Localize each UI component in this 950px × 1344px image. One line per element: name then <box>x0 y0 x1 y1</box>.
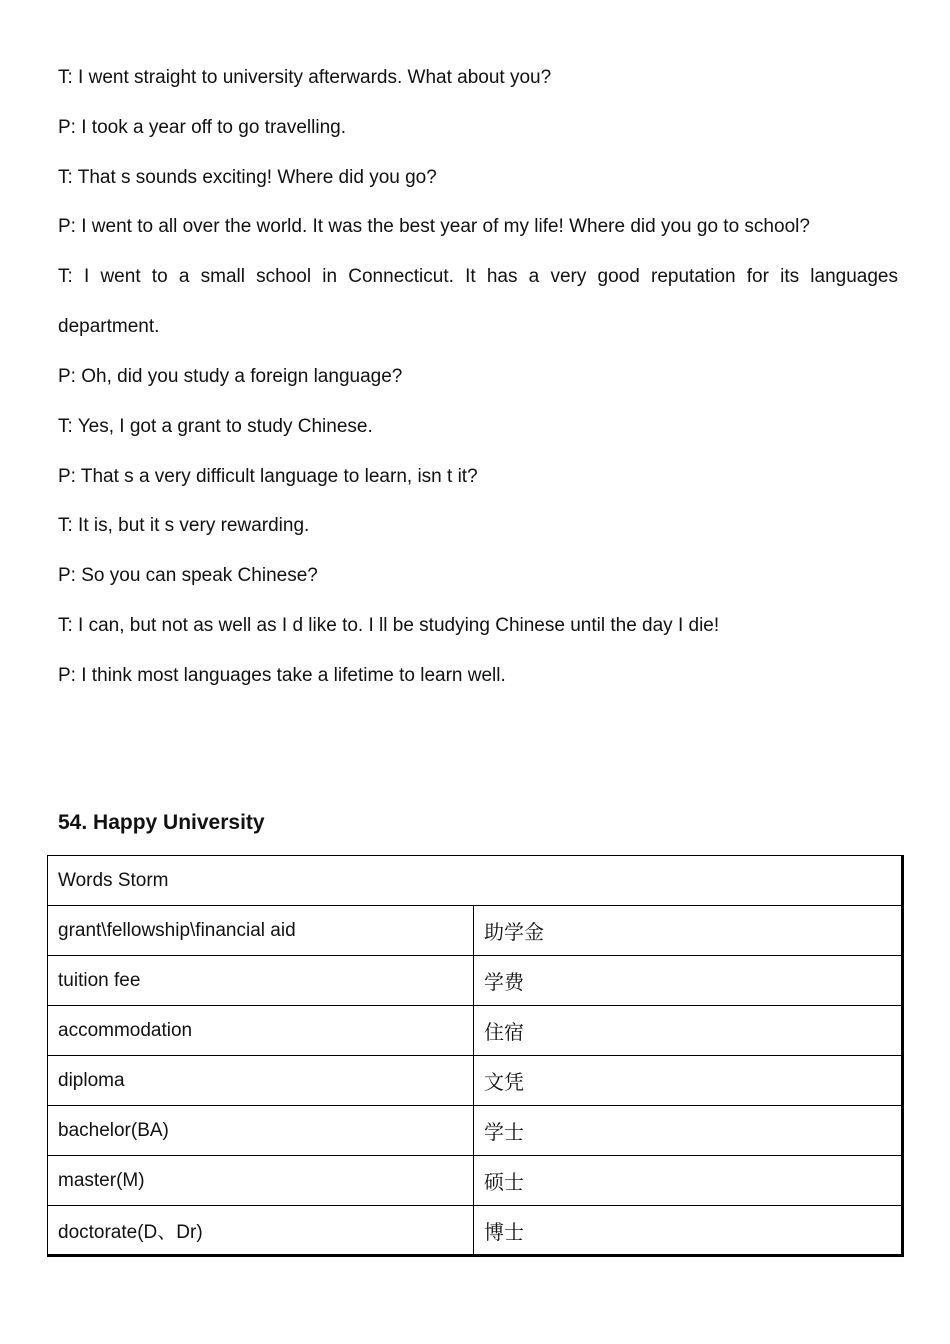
dialogue-line: P: Oh, did you study a foreign language? <box>58 365 403 387</box>
english-term-cell: doctorate(D、Dr) <box>48 1206 474 1256</box>
chinese-term-cell: 博士 <box>474 1206 903 1256</box>
section-title: 54. Happy University <box>58 811 265 834</box>
english-term-cell: accommodation <box>48 1006 474 1056</box>
table-row <box>48 906 903 956</box>
dialogue-line: P: I took a year off to go travelling. <box>58 116 346 138</box>
english-term-cell: master(M) <box>48 1156 474 1206</box>
dialogue-line: P: So you can speak Chinese? <box>58 565 318 587</box>
dialogue-line: T: Yes, I got a grant to study Chinese. <box>58 415 373 437</box>
dialogue-line: P: I think most languages take a lifetime to learn well. <box>58 664 506 686</box>
chinese-term-cell: 住宿 <box>474 1006 903 1056</box>
table-row <box>48 956 903 1006</box>
table-row <box>48 1056 903 1106</box>
table-header-row <box>48 856 903 906</box>
english-term-cell: diploma <box>48 1056 474 1106</box>
chinese-term-cell: 硕士 <box>474 1156 903 1206</box>
table-header-cell: Words Storm <box>48 856 903 906</box>
chinese-term-cell: 学费 <box>474 956 903 1006</box>
chinese-term-cell: 学士 <box>474 1106 903 1156</box>
english-term-cell: tuition fee <box>48 956 474 1006</box>
chinese-term-cell: 文凭 <box>474 1056 903 1106</box>
dialogue-line: T: I went straight to university afterwards. What about you? <box>58 67 552 88</box>
dialogue-line: T: I went to a small school in Connecticut. It has a very good reputation for its languages department. <box>58 266 898 338</box>
dialogue-line: T: I can, but not as well as I d like to. I ll be studying Chinese until the day I die! <box>58 614 720 636</box>
table-row <box>48 1006 903 1056</box>
chinese-term-cell: 助学金 <box>474 906 903 956</box>
english-term-cell: bachelor(BA) <box>48 1106 474 1156</box>
dialogue-line: P: I went to all over the world. It was the best year of my life! Where did you go to school? <box>58 216 810 238</box>
dialogue-line: P: That s a very difficult language to learn, isn t it? <box>58 465 478 487</box>
table-row <box>48 1106 903 1156</box>
english-term-cell: grant\fellowship\financial aid <box>48 906 474 956</box>
dialogue-line: T: It is, but it s very rewarding. <box>58 515 310 537</box>
dialogue-line: T: That s sounds exciting! Where did you go? <box>58 166 437 188</box>
vocab-table <box>47 855 904 1257</box>
table-row <box>48 1206 903 1256</box>
table-row <box>48 1156 903 1206</box>
dialogue-block <box>58 62 898 710</box>
